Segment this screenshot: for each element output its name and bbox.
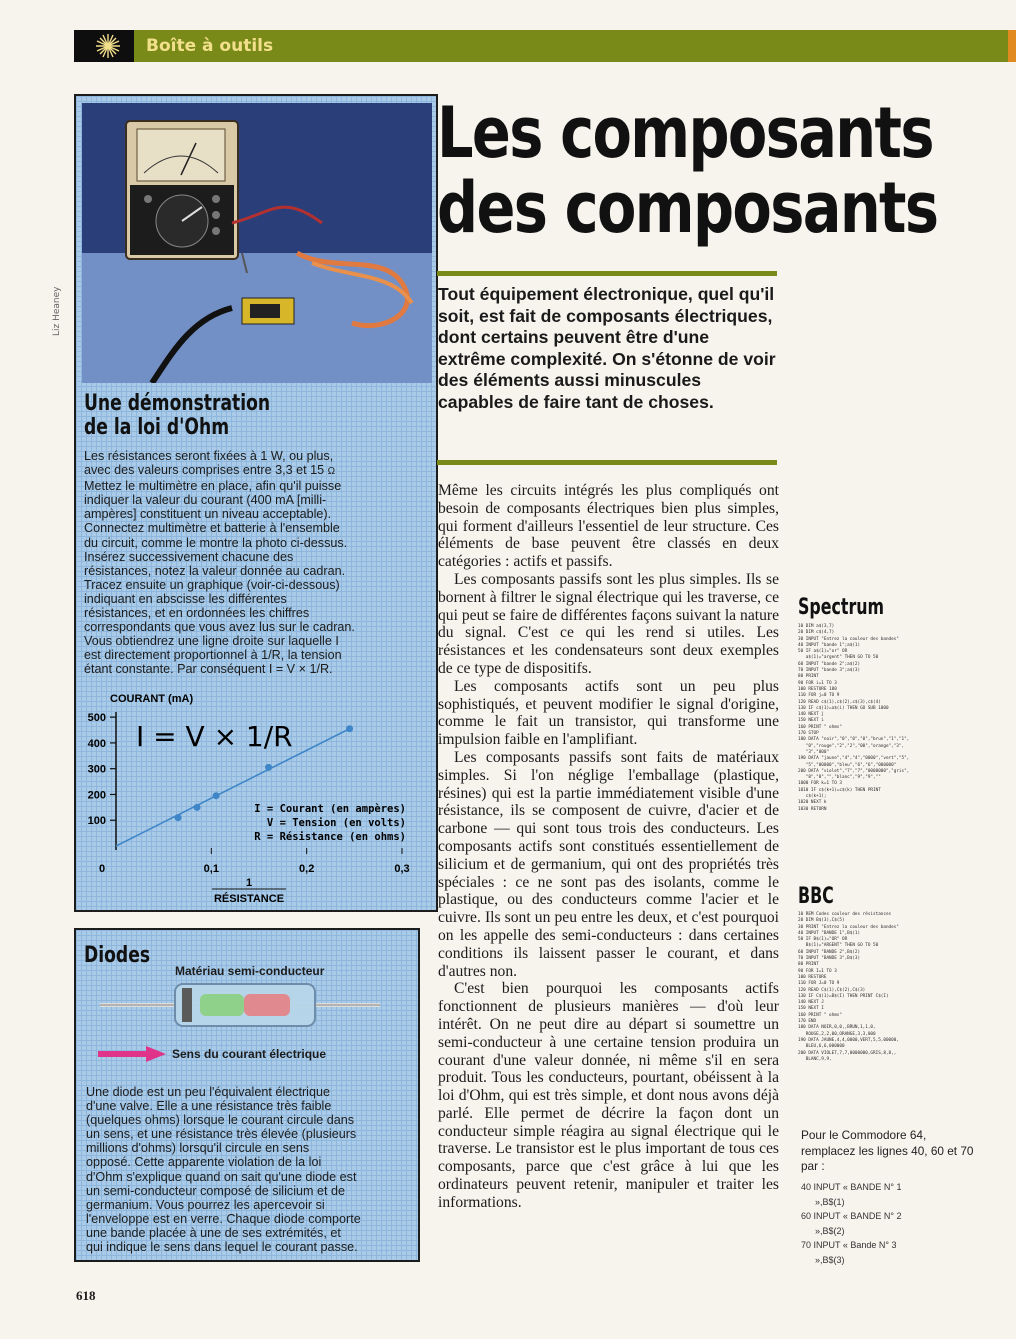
spectrum-code-line: 200 DATA "violet","7","7","0000000","gris", bbox=[798, 768, 910, 774]
graph-y-title: COURANT (mA) bbox=[110, 693, 194, 705]
text-line: correspondants que vous avez lus sur le cadran. bbox=[84, 620, 355, 635]
bbc-code-line: 180 DATA NOIR,0,0,,BRUN,1,1,0, bbox=[798, 1025, 876, 1031]
y-tick-label: 500 bbox=[87, 712, 106, 725]
section-band-accent bbox=[1008, 30, 1016, 62]
graph-x-title-num: 1 bbox=[245, 877, 253, 889]
text-line: résistances, notez la valeur donnée au cadran. bbox=[84, 563, 346, 578]
x-tick-label: 0,3 bbox=[394, 863, 410, 875]
ohm-symbol: Ω bbox=[327, 466, 336, 478]
bbc-title: BBC bbox=[798, 884, 834, 909]
text-line: une bande placée à une de ses extrémités, et bbox=[86, 1225, 341, 1240]
text-line: Vous obtiendrez une ligne droite sur laquelle I bbox=[84, 634, 339, 649]
text-line: germanium. Vous pourrez les apercevoir si bbox=[86, 1197, 325, 1212]
graph-formula: I = V × 1/R bbox=[136, 720, 293, 753]
spectrum-listing bbox=[798, 624, 909, 813]
current-direction-arrow bbox=[98, 1046, 168, 1062]
page-number: 618 bbox=[76, 1288, 96, 1303]
bbc-code-line: 200 DATA VIOLET,7,7,0000000,GRIS,8,8,, bbox=[798, 1050, 897, 1056]
spectrum-code-line: 150 NEXT i bbox=[798, 718, 824, 724]
bbc-code-line: BLEU,6,6,000000 bbox=[798, 1044, 845, 1050]
bbc-code-line: 190 DATA JAUNE,4,4,0000,VERT,5,5,00000, bbox=[798, 1037, 899, 1043]
legend-current: I = Courant (en ampères) bbox=[254, 803, 406, 815]
spectrum-code-line: a$(1)="argent" THEN GO TO 50 bbox=[798, 655, 879, 661]
c64-line: 70 INPUT « Bande N° 3 bbox=[801, 1240, 897, 1250]
spectrum-code-line: 1030 RETURN bbox=[798, 806, 827, 812]
article-paragraph: Les composants passifs sont les plus simples. Ils se bornent à filtrer le signal électrique qui les traverse, ce qui peut se faire de différentes façons suivant la nature du signal. C'est ce qui les rend si utiles. Les résistances et les condensateurs sont deux exemples de ce type de dispositifs. bbox=[438, 570, 779, 677]
bbc-code-line: 110 FOR J=0 TO 9 bbox=[798, 981, 840, 987]
y-tick-label: 300 bbox=[87, 763, 106, 776]
bbc-code-line: 100 RESTORE bbox=[798, 974, 827, 980]
data-point bbox=[194, 804, 201, 811]
current-label: Sens du courant électrique bbox=[172, 1047, 327, 1061]
y-tick-label: 100 bbox=[87, 815, 106, 828]
spectrum-code-line: 1020 NEXT k bbox=[798, 800, 827, 806]
text-line: d'une valve. Elle a une résistance très faible bbox=[86, 1099, 332, 1114]
ohm-box-title-line2: de la loi d'Ohm bbox=[84, 415, 230, 440]
text-line: un sens, et une résistance très élevée (plusieurs bbox=[86, 1127, 357, 1142]
bbc-code-line: B$(1)="ARGENT" THEN GO TO 50 bbox=[798, 943, 879, 949]
spectrum-code-line: "5","00000","bleu","6","6","000000" bbox=[798, 762, 897, 768]
spectrum-code-line: 160 PRINT " ohms" bbox=[798, 724, 842, 730]
article-title-line2: des composants bbox=[437, 167, 938, 249]
spectrum-code-line: 20 DIM c$(4,7) bbox=[798, 630, 835, 636]
spectrum-code-line: 110 FOR j=0 TO 9 bbox=[798, 693, 840, 699]
text-line: résistances, et en ordonnées les chiffres bbox=[84, 606, 310, 621]
spectrum-code-line: 50 IF a$(1)="or" OR bbox=[798, 649, 848, 655]
c64-line: 60 INPUT « BANDE N° 2 bbox=[801, 1211, 902, 1221]
starburst-icon bbox=[74, 30, 134, 62]
spectrum-code-line: 80 PRINT bbox=[798, 674, 819, 680]
ohm-box-title-line1: Une démonstration bbox=[84, 391, 271, 416]
spectrum-code-line: 60 INPUT "bande 2";a$(2) bbox=[798, 661, 861, 667]
spectrum-code-line: 170 STOP bbox=[798, 731, 819, 737]
bbc-code-line: 140 NEXT J bbox=[798, 1000, 824, 1006]
bbc-code-line: 150 NEXT I bbox=[798, 1006, 824, 1012]
ohm-law-graph bbox=[78, 688, 418, 906]
text-line: avec des valeurs comprises entre 3,3 et 15 Ω bbox=[84, 463, 336, 478]
text-line: indiquant en abscisse les différentes bbox=[84, 591, 287, 606]
bbc-code-line: 50 IF B$(1)="OR" OR bbox=[798, 937, 848, 943]
material-label: Matériau semi-conducteur bbox=[175, 964, 325, 978]
bbc-code-line: 70 INPUT "BANDE 3",B$(3) bbox=[798, 956, 861, 962]
c64-line-cont: »,B$(1) bbox=[815, 1196, 845, 1207]
text-line: Une diode est un peu l'équivalent électrique bbox=[86, 1085, 330, 1099]
c64-line-cont: »,B$(2) bbox=[815, 1225, 845, 1236]
spectrum-code-line: 10 DIM a$(3,7) bbox=[798, 624, 835, 629]
data-point bbox=[213, 792, 220, 799]
text-line: opposé. Cette apparente violation de la loi bbox=[86, 1155, 322, 1170]
standfirst-rule-bottom bbox=[437, 460, 777, 465]
spectrum-title: Spectrum bbox=[798, 595, 885, 620]
text-line: étant constante. Par conséquent I = V × 1/R. bbox=[84, 662, 333, 677]
article-paragraph: Les composants passifs sont faits de matériaux simples. Si l'on néglige l'emballage (plastique, résines) qui est la partie immédiatement visible d'une résistance, ils se composent de cuivre, d'acier et de carbone — qui sont tous trois des conducteurs. Les composants actifs sont constitués essentiellement de silicium et de germanium, qui ont des propriétés très spéciales : ce ne sont pas des isolants, comme le plastique, ou des conducteurs comme l'acier et le cuivre. Ils sont un peu entre les deux, et c'est pourquoi on les appelle des semi-conducteurs : dans certaines conditions ils laissent passer le courant, et dans d'autres non. bbox=[438, 748, 779, 980]
spectrum-code-line: 140 NEXT j bbox=[798, 712, 824, 718]
bbc-code-line: 40 INPUT "BANDE 1",B$(1) bbox=[798, 930, 861, 936]
bbc-code-line: 160 PRINT " ohms" bbox=[798, 1012, 842, 1018]
bbc-code-line: 20 DIM B$(3),C$(5) bbox=[798, 918, 845, 924]
spectrum-code-line: c$(k+1); bbox=[798, 794, 827, 800]
bbc-code-line: 90 FOR I=1 TO 3 bbox=[798, 968, 837, 974]
y-tick-label: 400 bbox=[87, 737, 106, 750]
bbc-code-line: 170 END bbox=[798, 1019, 817, 1025]
photo-credit: Liz Heaney bbox=[52, 286, 62, 336]
article-body bbox=[438, 482, 779, 1212]
text-line: millions d'ohms) lorsqu'il circule en sens bbox=[86, 1141, 310, 1156]
text-line: l'enveloppe est en verre. Chaque diode comporte bbox=[86, 1211, 361, 1226]
c64-line: 40 INPUT « BANDE N° 1 bbox=[801, 1182, 902, 1192]
article-paragraph: C'est bien pourquoi les composants actifs fonctionnent de plusieurs manières — d'où leur intérêt. On ne peut dire au départ si soumettre un semi-conducteur à une certaine tension produira un courant d'une valeur donnée, ni même s'il en sera produit. Tous les conducteurs, pourtant, obéissent à la loi d'Ohm, qui est très simple, et dont nous avons déjà parlé. Elle permet de décrire la façon dont un conducteur simple réagira au signal électrique qui le traverse. Le transistor est le plus important de tous ces composants, parce que c'est grâce à lui que les ordinateurs peuvent retenir, manipuler et traiter les informations. bbox=[438, 980, 779, 1211]
spectrum-code-line: 30 INPUT "Entrez la couleur des bandes" bbox=[798, 636, 899, 642]
spectrum-code-line: "0","rouge","2","2","00","orange","3", bbox=[798, 743, 905, 749]
graph-x-axis bbox=[99, 848, 410, 875]
text-line: ampères] constituent un niveau acceptable). bbox=[84, 507, 332, 522]
text-line: est directement proportionnel à 1/R, la tension bbox=[84, 648, 342, 663]
graph-x-title-den: RÉSISTANCE bbox=[213, 893, 285, 905]
diodes-title: Diodes bbox=[84, 943, 151, 968]
text-line: Mettez le multimètre en place, afin qu'il puisse bbox=[84, 479, 342, 494]
text-line: Les résistances seront fixées à 1 W, ou plus, bbox=[84, 449, 334, 463]
article-paragraph: Les composants actifs sont un peu plus sophistiqués, et peuvent modifier le signal d'origine, comme le fait un transistor, qui transforme une impulsion faible en l'amplifiant. bbox=[438, 677, 779, 749]
x-tick-label: 0,1 bbox=[203, 863, 219, 875]
spectrum-code-line: 40 INPUT "bande 1";a$(1) bbox=[798, 642, 861, 648]
text-line: Tracez ensuite un graphique (voir-ci-dessous) bbox=[84, 577, 340, 592]
spectrum-code-line: 130 IF c$(1)=a$(i) THEN GO SUB 1000 bbox=[798, 705, 889, 711]
article-title-line1: Les composants bbox=[437, 92, 933, 174]
bbc-code-line: 10 REM Codes couleur des résistances bbox=[798, 912, 892, 917]
c64-line-cont: »,B$(3) bbox=[815, 1254, 845, 1265]
bbc-code-line: ROUGE,2,2,00,ORANGE,3,3,000 bbox=[798, 1031, 876, 1037]
c64-note: Pour le Commodore 64, remplacez les lignes 40, 60 et 70 par : bbox=[801, 1128, 974, 1173]
spectrum-code-line: 90 FOR i=1 TO 3 bbox=[798, 680, 837, 686]
spectrum-code-line: 180 DATA "noir","0","0","0","brun","1","1", bbox=[798, 737, 910, 743]
standfirst-rule-top bbox=[437, 271, 777, 276]
spectrum-code-line: 1000 FOR k=1 TO 3 bbox=[798, 781, 842, 787]
x-tick-label: 0,2 bbox=[299, 863, 315, 875]
x-tick-label: 0 bbox=[98, 863, 106, 875]
legend-voltage: V = Tension (en volts) bbox=[266, 817, 406, 829]
spectrum-code-line: 70 INPUT "bande 3";a$(3) bbox=[798, 668, 861, 674]
spectrum-code-line: "8","8","","blanc","9","9","" bbox=[798, 775, 881, 781]
text-line: (quelques ohms) lorsque le courant circule dans bbox=[86, 1113, 355, 1128]
text-line: du circuit, comme le montre la photo ci-dessus. bbox=[84, 535, 348, 550]
spectrum-code-line: 190 DATA "jaune","4","4","0000","vert","5", bbox=[798, 756, 910, 762]
article-paragraph: Même les circuits intégrés les plus compliqués ont besoin de composants électriques bien plus simples, qui forment d'ailleurs l'essentiel de leur structure. Ces éléments de base peuvent être classés en deux catégories : actifs et passifs. bbox=[438, 482, 779, 571]
bbc-code-line: 130 IF C$(1)=B$(I) THEN PRINT C$(I) bbox=[798, 993, 889, 999]
bbc-code-line: 60 INPUT "BANDE 2",B$(2) bbox=[798, 949, 861, 955]
text-line: indiquer la valeur du courant (400 mA [milli- bbox=[84, 493, 327, 508]
section-label: Boîte à outils bbox=[146, 36, 274, 56]
y-tick-label: 200 bbox=[87, 789, 106, 802]
spectrum-code-line: 1010 IF c$(k+1)=c$(k) THEN PRINT bbox=[798, 787, 881, 793]
diode-illustration bbox=[80, 980, 410, 1030]
diodes-box-text bbox=[86, 1085, 416, 1254]
ohm-box-title bbox=[84, 392, 270, 440]
graph-y-axis bbox=[88, 712, 116, 850]
bbc-code-line: BLANC,9,9, bbox=[798, 1056, 832, 1062]
spectrum-code-line: 100 RESTORE 180 bbox=[798, 686, 837, 692]
data-point bbox=[174, 814, 181, 821]
multimeter-photo bbox=[82, 103, 432, 383]
bbc-code-line: 120 READ C$(1),C$(2),C$(3) bbox=[798, 987, 866, 993]
ohm-box-text bbox=[84, 449, 430, 677]
bbc-code-line: 30 PRINT "Entrez la couleur des bandes" bbox=[798, 924, 899, 930]
legend-resistance: R = Résistance (en ohms) bbox=[254, 831, 406, 843]
spectrum-code-line: 120 READ c$(1),c$(2),c$(3),c$(4) bbox=[798, 699, 881, 705]
data-point bbox=[346, 725, 353, 732]
text-line: Connectez multimètre et batterie à l'ensemble bbox=[84, 521, 340, 536]
data-point bbox=[265, 764, 272, 771]
standfirst: Tout équipement électronique, quel qu'il soit, est fait de composants électriques, dont certains peuvent être d'une extrême complexité. On s'étonne de voir des éléments aussi minuscules capables de faire tant de choses. bbox=[438, 284, 776, 412]
text-line: Insérez successivement chacune des bbox=[84, 549, 294, 564]
text-line: un semi-conducteur composé de silicium et de bbox=[86, 1183, 345, 1198]
bbc-listing bbox=[798, 912, 899, 1063]
bbc-code-line: 80 PRINT bbox=[798, 962, 819, 968]
spectrum-code-line: "3","000" bbox=[798, 749, 830, 755]
c64-listing bbox=[801, 1180, 901, 1267]
text-line: qui indique le sens dans lequel le courant passe. bbox=[86, 1240, 358, 1255]
text-line: d'Ohm s'explique quand on sait qu'une diode est bbox=[86, 1169, 357, 1184]
